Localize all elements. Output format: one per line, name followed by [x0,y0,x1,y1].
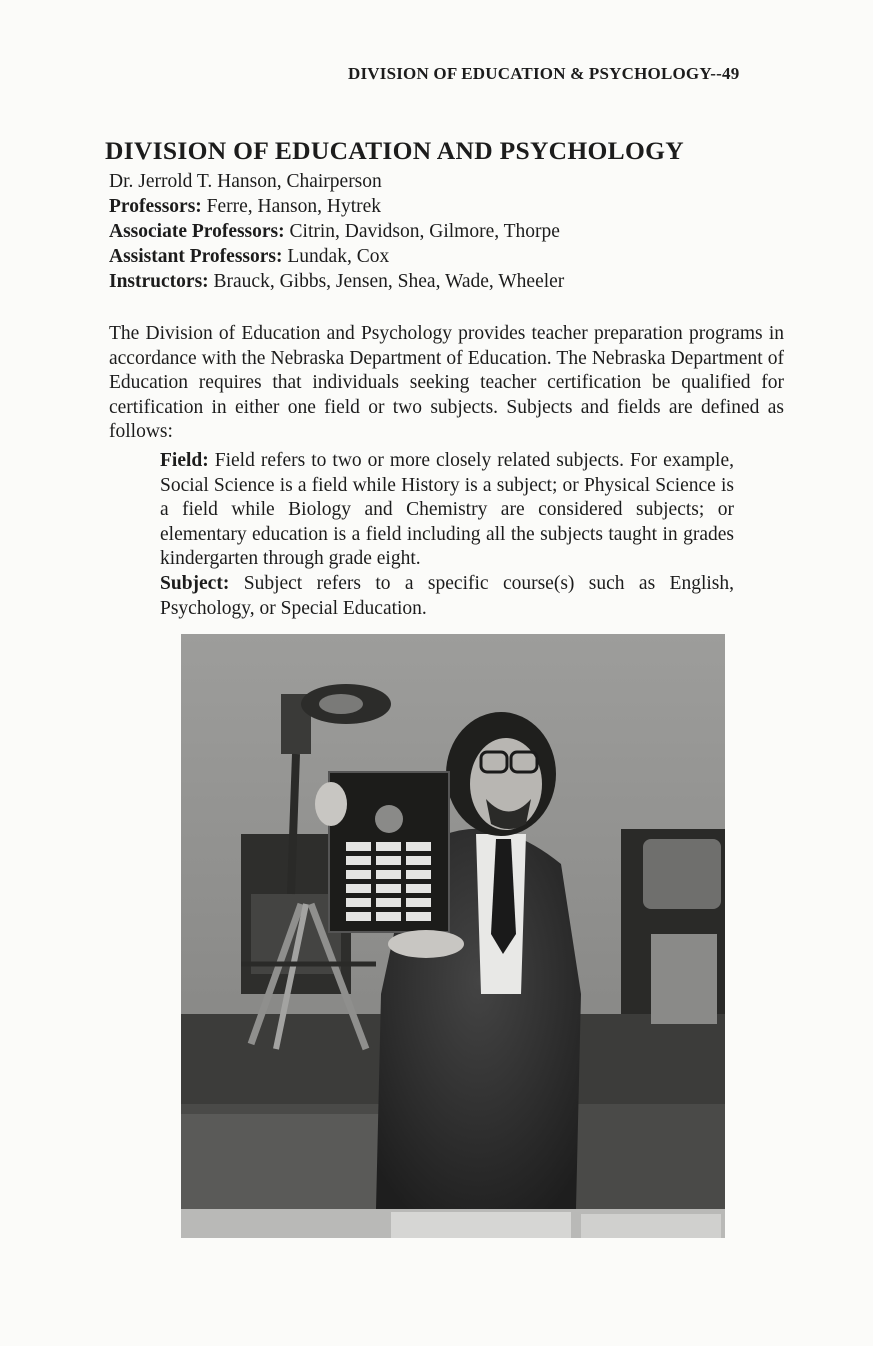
definition-term: Field: [160,450,209,471]
faculty-row-instructors [109,269,809,294]
faculty-row-assistant [109,244,809,269]
intro-paragraph: The Division of Education and Psychology provides teacher preparation programs in accordance with the Nebraska Department of Education. The Nebraska Department of Education requires that individuals seeking teacher certification be qualified for certification in either one field or two subjects. Subjects and fields are defined as follows: [109,323,784,442]
faculty-list [109,169,809,294]
running-head: DIVISION OF EDUCATION & PSYCHOLOGY--49 [348,64,740,83]
faculty-names: Citrin, Davidson, Gilmore, Thorpe [289,221,560,242]
photograph-image [181,634,725,1238]
faculty-row-professors [109,194,809,219]
definition-text: Field refers to two or more closely related subjects. For example, Social Science is a field while History is a subject; or Physical Science is a field while Biology and Chemistry are considered subjects; or elementary education is a field including all the subjects taught in grades kindergarten through grade eight. [160,450,735,569]
chairperson: Dr. Jerrold T. Hanson, Chairperson [109,171,382,192]
faculty-rank: Assistant Professors: [109,246,283,267]
definition-field [160,449,734,572]
faculty-names: Brauck, Gibbs, Jensen, Shea, Wade, Wheeler [213,271,565,292]
definition-subject [160,572,734,621]
faculty-names: Lundak, Cox [287,246,390,267]
faculty-rank: Professors: [109,196,202,217]
faculty-row-associate [109,219,809,244]
definition-term: Subject: [160,573,230,594]
definition-text: Subject refers to a specific course(s) such as English, Psychology, or Special Education. [160,573,735,619]
page-title: DIVISION OF EDUCATION AND PSYCHOLOGY [105,136,684,165]
photograph [181,634,725,1238]
faculty-rank: Instructors: [109,271,209,292]
faculty-rank: Associate Professors: [109,221,285,242]
faculty-names: Ferre, Hanson, Hytrek [206,196,382,217]
